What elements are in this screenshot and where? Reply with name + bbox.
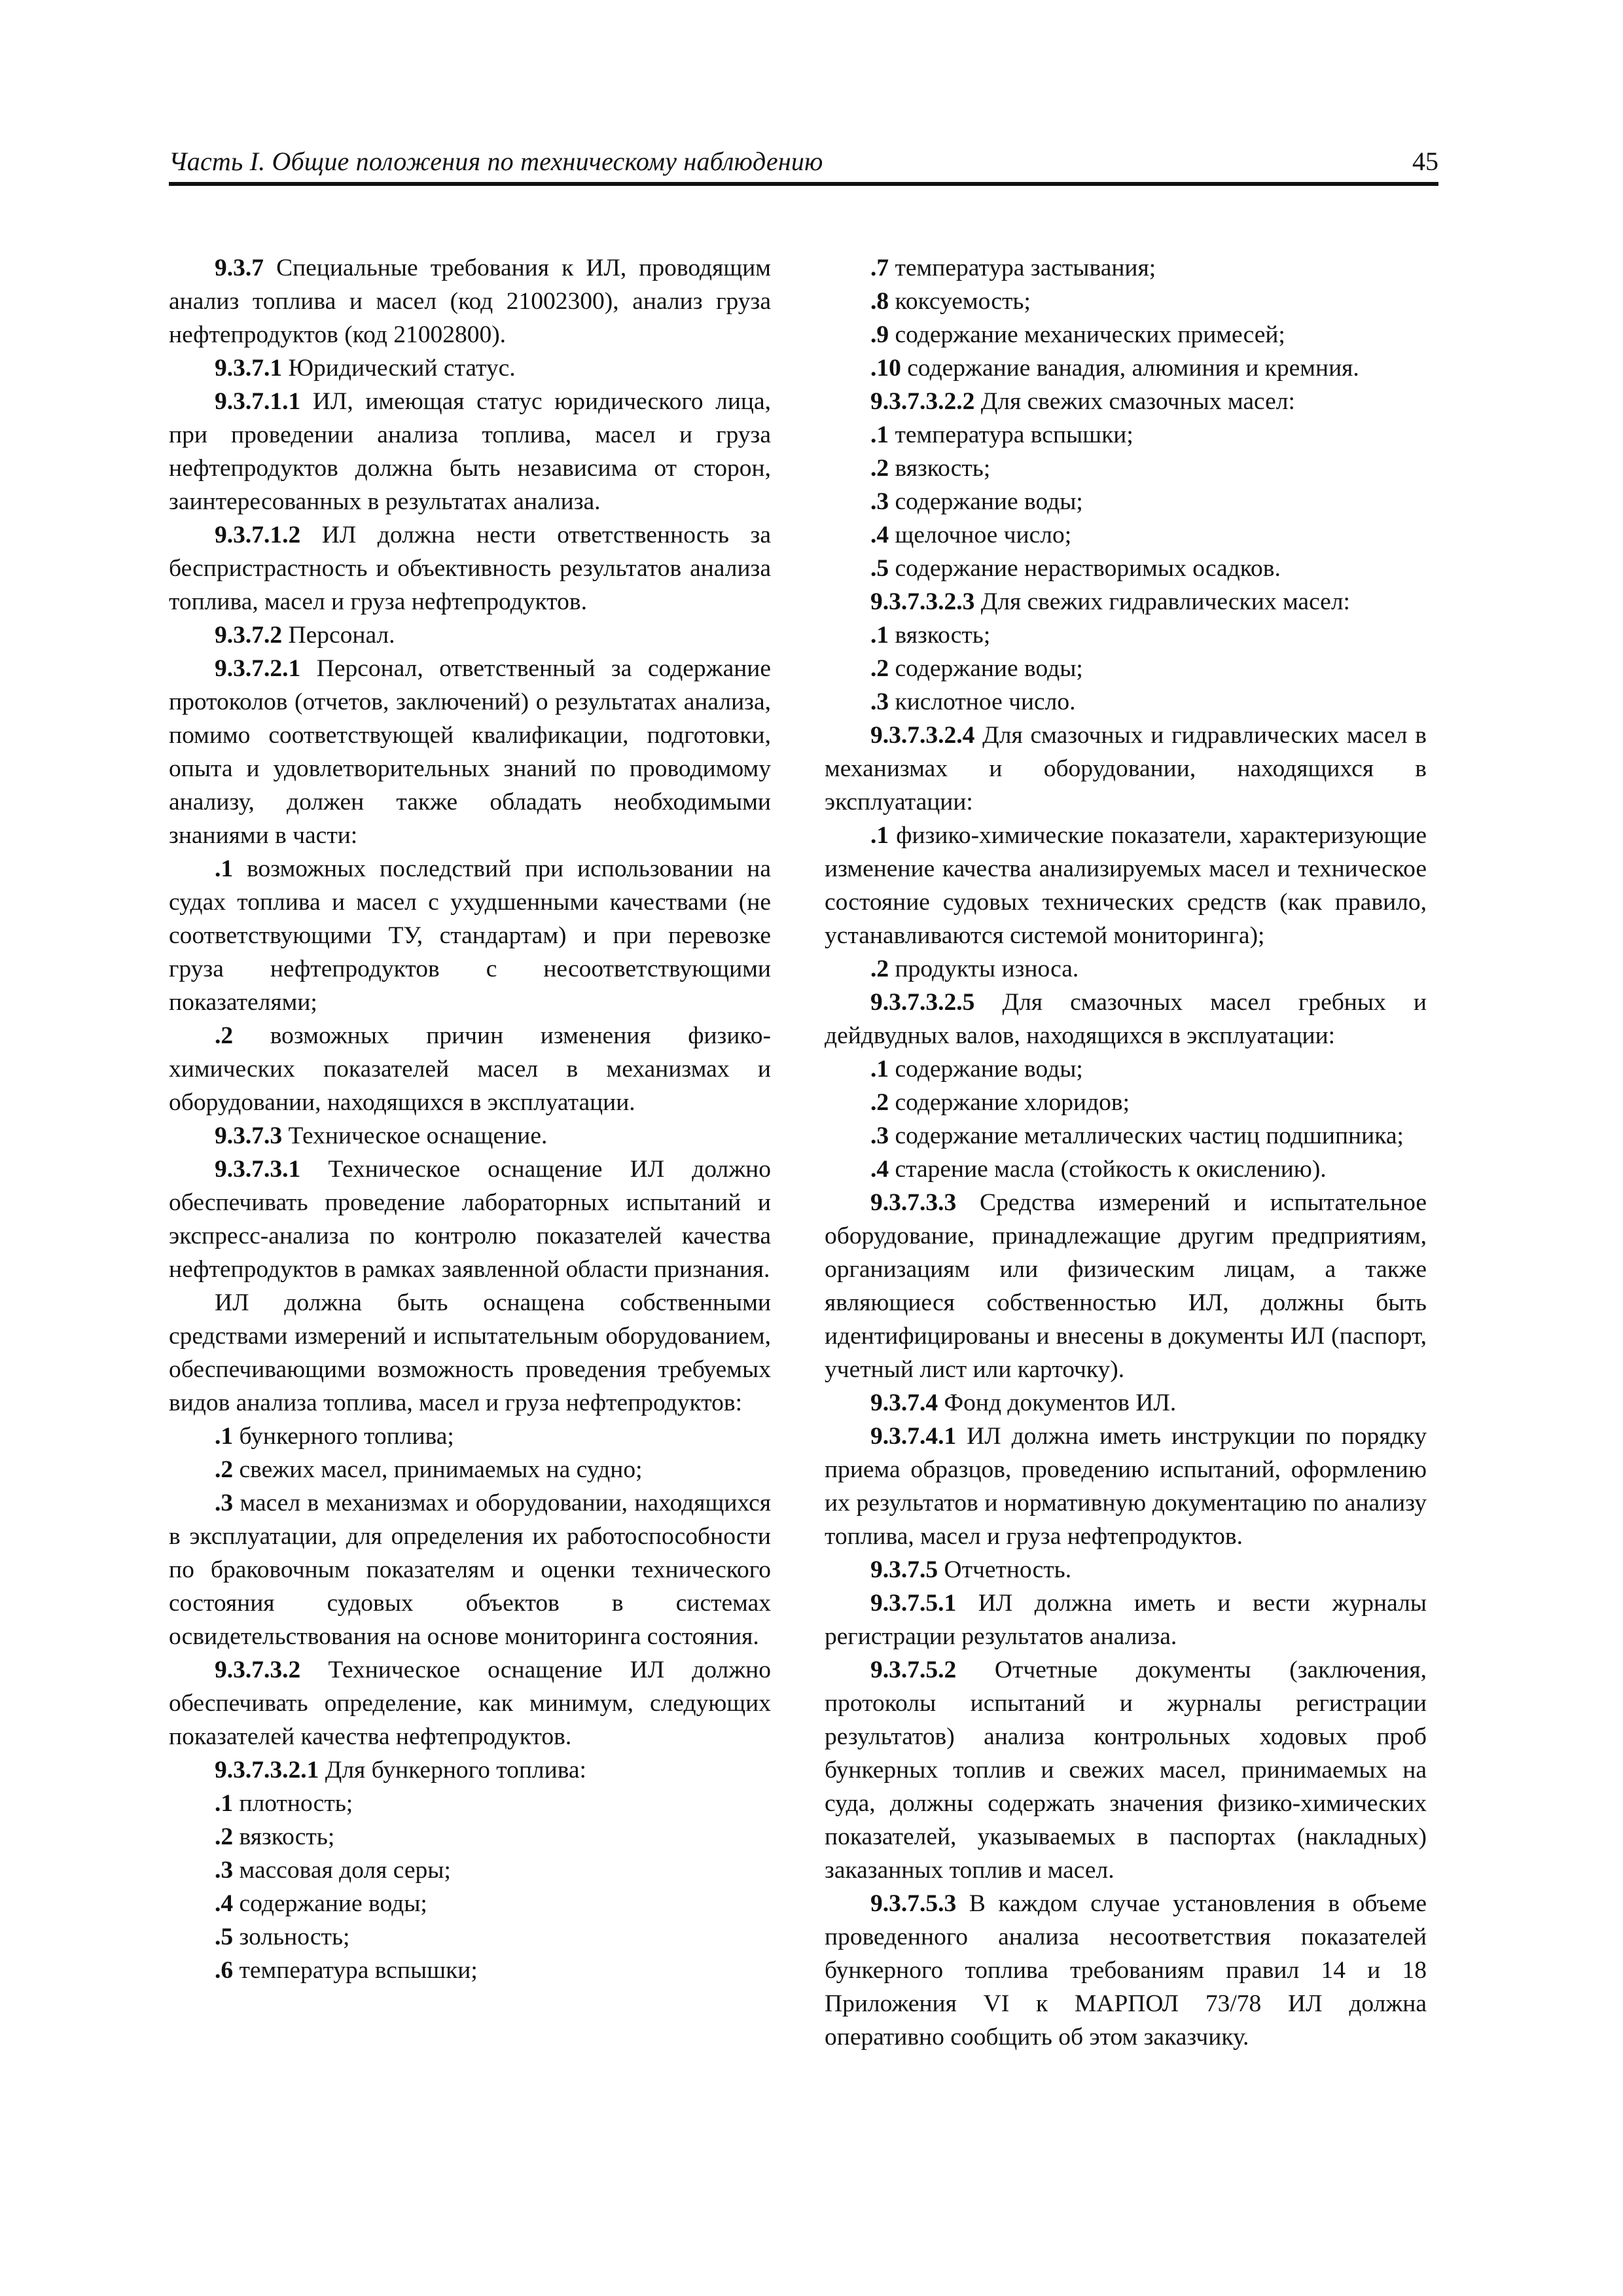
paragraph — [825, 1587, 1427, 1653]
clause-number: 9.3.7.3.2.5 — [870, 989, 975, 1016]
paragraph — [825, 819, 1427, 952]
clause-text: температура застывания; — [889, 255, 1156, 281]
paragraph — [169, 1486, 771, 1653]
clause-text: Для свежих гидравлических масел: — [974, 588, 1350, 615]
clause-number: .2 — [215, 1456, 234, 1483]
left-column — [169, 251, 771, 1987]
clause-number: .2 — [870, 455, 889, 482]
clause-text: возможных причин изменения физико-химических показателей масел в механизмах и оборудовании, находящихся в эксплуатации. — [169, 1022, 771, 1116]
paragraph — [825, 585, 1427, 619]
paragraph — [825, 452, 1427, 485]
paragraph — [825, 1420, 1427, 1553]
clause-text: Персонал. — [282, 622, 395, 649]
paragraph — [825, 1653, 1427, 1887]
header-title: Часть I. Общие положения по техническому наблюдению — [169, 147, 823, 176]
clause-number: 9.3.7.3.3 — [870, 1189, 957, 1216]
clause-text: Отчетные документы (заключения, протоколы испытаний и журналы регистрации результатов) анализа контрольных ходовых проб бункерных топлив и свежих масел, принимаемых на суда, должны содержать значения физико-химических показателей, указываемых в паспортах (накладных) заказанных топлив и масел. — [825, 1657, 1427, 1884]
clause-number: 9.3.7.5 — [870, 1556, 938, 1583]
clause-number: .2 — [870, 956, 889, 982]
clause-number: .3 — [215, 1857, 234, 1884]
running-header — [169, 143, 1438, 186]
clause-text: масел в механизмах и оборудовании, находящихся в эксплуатации, для определения их работоспособности по браковочным показателям и оценки технического состояния судовых объектов в системах освидетельствования на основе мониторинга состояния. — [169, 1490, 771, 1650]
clause-number: .3 — [870, 689, 889, 715]
paragraph — [825, 251, 1427, 285]
paragraph — [169, 1787, 771, 1820]
clause-text: содержание воды; — [889, 488, 1083, 515]
clause-text: Для смазочных и гидравлических масел в механизмах и оборудовании, находящихся в эксплуатации: — [825, 722, 1427, 816]
clause-text: В каждом случае установления в объеме проведенного анализа несоответствия показателей бункерного топлива требованиям правил 14 и 18 Приложения VI к МАРПОЛ 73/78 ИЛ должна оперативно сообщить об этом заказчику. — [825, 1890, 1427, 2051]
clause-number: .2 — [870, 1089, 889, 1116]
clause-text: ИЛ должна иметь и вести журналы регистрации результатов анализа. — [825, 1590, 1427, 1650]
clause-text: щелочное число; — [889, 522, 1072, 548]
paragraph — [825, 285, 1427, 318]
clause-text: вязкость; — [889, 622, 991, 649]
clause-text: свежих масел, принимаемых на судно; — [233, 1456, 643, 1483]
right-column — [825, 251, 1427, 2054]
paragraph — [825, 1386, 1427, 1420]
clause-text: Отчетность. — [938, 1556, 1072, 1583]
clause-number: 9.3.7.3.2 — [215, 1657, 301, 1683]
clause-number: .9 — [870, 321, 889, 348]
paragraph — [169, 1420, 771, 1453]
paragraph — [169, 1820, 771, 1854]
clause-number: .2 — [215, 1823, 234, 1850]
paragraph — [825, 952, 1427, 986]
clause-number: .1 — [215, 855, 234, 882]
clause-number: .1 — [870, 1056, 889, 1083]
clause-number: .2 — [215, 1022, 234, 1049]
clause-text: содержание воды; — [889, 1056, 1083, 1083]
paragraph — [169, 1453, 771, 1486]
paragraph — [825, 518, 1427, 552]
clause-text: содержание воды; — [233, 1890, 427, 1917]
paragraph — [169, 251, 771, 351]
clause-text: Персонал, ответственный за содержание протоколов (отчетов, заключений) о результатах анализа, помимо соответствующей квалификации, подготовки, опыта и удовлетворительных знаний по проводимому анализу, должен также обладать необходимыми знаниями в части: — [169, 655, 771, 849]
clause-text: Техническое оснащение ИЛ должно обеспечивать проведение лабораторных испытаний и экспресс-анализа по контролю показателей качества нефтепродуктов в рамках заявленной области признания. — [169, 1156, 771, 1283]
clause-text: Юридический статус. — [282, 355, 516, 382]
clause-number: 9.3.7.2 — [215, 622, 283, 649]
paragraph — [169, 1753, 771, 1787]
paragraph — [825, 1153, 1427, 1186]
clause-text: старение масла (стойкость к окислению). — [889, 1156, 1327, 1183]
clause-text: Фонд документов ИЛ. — [938, 1390, 1177, 1416]
clause-number: 9.3.7 — [215, 255, 264, 281]
clause-number: 9.3.7.1.1 — [215, 388, 301, 415]
clause-text: коксуемость; — [889, 288, 1031, 315]
clause-number: .6 — [215, 1957, 234, 1984]
clause-text: ИЛ должна иметь инструкции по порядку приема образцов, проведению испытаний, оформлению их результатов и нормативную документацию по анализу топлива, масел и груза нефтепродуктов. — [825, 1423, 1427, 1550]
paragraph — [169, 385, 771, 518]
clause-text: Для свежих смазочных масел: — [974, 388, 1295, 415]
paragraph — [169, 652, 771, 852]
paragraph — [169, 1653, 771, 1753]
paragraph — [169, 1854, 771, 1887]
clause-text: продукты износа. — [889, 956, 1079, 982]
clause-text: ИЛ, имеющая статус юридического лица, при проведении анализа топлива, масел и груза нефтепродуктов должна быть независима от сторон, заинтересованных в результатах анализа. — [169, 388, 771, 515]
clause-text: содержание ванадия, алюминия и кремния. — [901, 355, 1359, 382]
clause-text: зольность; — [233, 1924, 350, 1950]
clause-number: .8 — [870, 288, 889, 315]
paragraph — [169, 1119, 771, 1153]
clause-number: 9.3.7.5.1 — [870, 1590, 957, 1617]
clause-number: .3 — [870, 1122, 889, 1149]
paragraph — [825, 719, 1427, 819]
clause-number: .3 — [215, 1490, 234, 1516]
paragraph — [169, 1954, 771, 1987]
paragraph — [825, 1119, 1427, 1153]
clause-text: содержание хлоридов; — [889, 1089, 1130, 1116]
paragraph — [825, 1887, 1427, 2054]
page-number: 45 — [1412, 147, 1438, 176]
paragraph — [169, 619, 771, 652]
paragraph — [825, 351, 1427, 385]
clause-number: .5 — [870, 555, 889, 582]
clause-number: .1 — [870, 822, 889, 849]
clause-number: 9.3.7.4.1 — [870, 1423, 957, 1450]
paragraph — [825, 986, 1427, 1052]
paragraph — [825, 1052, 1427, 1086]
clause-number: .4 — [870, 1156, 889, 1183]
clause-text: ИЛ должна нести ответственность за беспристрастность и объективность результатов анализа топлива, масел и груза нефтепродуктов. — [169, 522, 771, 615]
clause-number: .4 — [215, 1890, 234, 1917]
clause-number: 9.3.7.3.2.4 — [870, 722, 975, 749]
paragraph — [825, 619, 1427, 652]
clause-number: .3 — [870, 488, 889, 515]
clause-text: Техническое оснащение. — [282, 1122, 548, 1149]
clause-text: кислотное число. — [889, 689, 1076, 715]
clause-text: плотность; — [233, 1790, 353, 1817]
clause-number: .7 — [870, 255, 889, 281]
clause-text: физико-химические показатели, характеризующие изменение качества анализируемых масел и техническое состояние судовых технических средств (как правило, устанавливаются системой мониторинга); — [825, 822, 1427, 949]
clause-text: Для бункерного топлива: — [319, 1757, 586, 1784]
clause-number: .1 — [870, 622, 889, 649]
clause-number: 9.3.7.1 — [215, 355, 283, 382]
paragraph — [169, 518, 771, 619]
paragraph — [169, 1920, 771, 1954]
paragraph — [825, 318, 1427, 351]
clause-text: вязкость; — [233, 1823, 335, 1850]
paragraph — [825, 685, 1427, 719]
clause-text: бункерного топлива; — [233, 1423, 454, 1450]
clause-text: содержание механических примесей; — [889, 321, 1285, 348]
clause-number: 9.3.7.4 — [870, 1390, 938, 1416]
clause-number: 9.3.7.1.2 — [215, 522, 301, 548]
clause-number: .1 — [215, 1423, 234, 1450]
clause-text: вязкость; — [889, 455, 991, 482]
clause-number: 9.3.7.5.2 — [870, 1657, 957, 1683]
clause-text: содержание воды; — [889, 655, 1083, 682]
clause-text: ИЛ должна быть оснащена собственными средствами измерений и испытательным оборудованием, обеспечивающими возможность проведения требуемых видов анализа топлива, масел и груза нефтепродуктов: — [169, 1289, 771, 1416]
paragraph — [169, 852, 771, 1019]
clause-text: возможных последствий при использовании на судах топлива и масел с ухудшенными качествами (не соответствующими ТУ, стандартам) и при перевозке груза нефтепродуктов с несоответствующими показателями; — [169, 855, 771, 1016]
clause-text: содержание нерастворимых осадков. — [889, 555, 1281, 582]
clause-number: .4 — [870, 522, 889, 548]
clause-text: Техническое оснащение ИЛ должно обеспечивать определение, как минимум, следующих показателей качества нефтепродуктов. — [169, 1657, 771, 1750]
clause-number: .2 — [870, 655, 889, 682]
clause-text: содержание металлических частиц подшипника; — [889, 1122, 1404, 1149]
clause-number: 9.3.7.3.1 — [215, 1156, 301, 1183]
paragraph — [169, 1019, 771, 1119]
paragraph — [169, 1153, 771, 1286]
clause-number: 9.3.7.5.3 — [870, 1890, 957, 1917]
clause-number: 9.3.7.3.2.2 — [870, 388, 975, 415]
clause-text: Специальные требования к ИЛ, проводящим анализ топлива и масел (код 21002300), анализ груза нефтепродуктов (код 21002800). — [169, 255, 771, 348]
paragraph — [825, 1186, 1427, 1386]
paragraph — [825, 485, 1427, 518]
clause-text: Средства измерений и испытательное оборудование, принадлежащие другим предприятиям, организациям или физическим лицам, а также являющиеся собственностью ИЛ, должны быть идентифицированы и внесены в документы ИЛ (паспорт, учетный лист или карточку). — [825, 1189, 1427, 1383]
clause-number: .10 — [870, 355, 901, 382]
clause-number: .1 — [215, 1790, 234, 1817]
clause-number: .5 — [215, 1924, 234, 1950]
clause-number: 9.3.7.3 — [215, 1122, 283, 1149]
clause-number: .1 — [870, 422, 889, 448]
paragraph — [169, 1286, 771, 1420]
paragraph — [825, 652, 1427, 685]
clause-number: 9.3.7.3.2.1 — [215, 1757, 319, 1784]
clause-text: температура вспышки; — [233, 1957, 478, 1984]
clause-text: температура вспышки; — [889, 422, 1133, 448]
paragraph — [825, 1086, 1427, 1119]
paragraph — [825, 552, 1427, 585]
clause-text: Для смазочных масел гребных и дейдвудных валов, находящихся в эксплуатации: — [825, 989, 1427, 1049]
clause-number: 9.3.7.3.2.3 — [870, 588, 975, 615]
paragraph — [825, 418, 1427, 452]
paragraph — [169, 351, 771, 385]
paragraph — [825, 385, 1427, 418]
paragraph — [825, 1553, 1427, 1587]
clause-number: 9.3.7.2.1 — [215, 655, 301, 682]
clause-text: массовая доля серы; — [233, 1857, 451, 1884]
paragraph — [169, 1887, 771, 1920]
